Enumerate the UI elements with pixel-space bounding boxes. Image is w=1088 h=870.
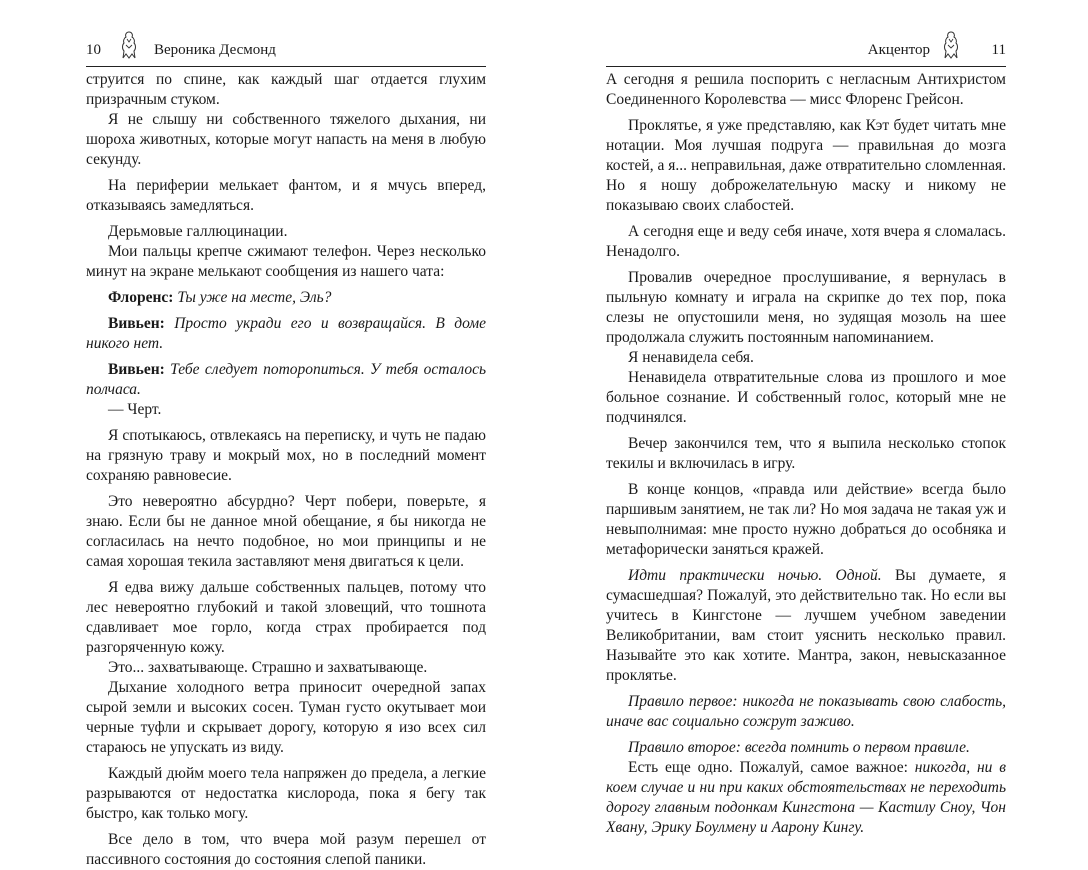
paragraph: На периферии мелькает фантом, и я мчусь вперед, отказываясь замедляться. [86, 177, 486, 214]
chat-speaker: Флоренс: [108, 289, 174, 306]
paragraph: Дыхание холодного ветра приносит очередной запах сырой земли и высоких сосен. Туман густо окутывает мои черные туфли и скрывает дорогу, которую я изо всех сил стараюсь не упускать из виду. [86, 679, 486, 756]
paragraph: Я ненавидела себя. [628, 349, 754, 366]
chat-text: Просто укради его и возвращайся. В доме никого нет. [86, 315, 487, 352]
chat-message [86, 360, 486, 400]
paragraph: Вечер закончился тем, что я выпила несколько стопок текилы и включилась в игру. [606, 435, 1006, 472]
paragraph: — Черт. [108, 401, 162, 418]
paragraph: Ненавидела отвратительные слова из прошлого и мое больное сознание. И собственный голос, который мне не подчинялся. [606, 369, 1006, 426]
bird-emblem-icon [942, 30, 960, 60]
chat-speaker: Вивьен: [108, 361, 165, 378]
running-head: Вероника Десмонд [154, 42, 276, 58]
paragraph [606, 566, 1006, 686]
paragraph: Провалив очередное прослушивание, я вернулась в пыльную комнату и играла на скрипке до тех пор, пока слезы не опустошили меня, но зудящая мозоль на шее продолжала служить постоянным напоминанием. [606, 269, 1006, 346]
page-number: 10 [86, 42, 101, 58]
paragraph: А сегодня я решила поспорить с негласным Антихристом Соединенного Королевства — мисс Флоренс Грейсон. [606, 71, 1006, 108]
paragraph: Я спотыкаюсь, отвлекаясь на переписку, и чуть не падаю на грязную траву и мокрый мох, но в последний момент сохраняю равновесие. [86, 427, 486, 484]
paragraph: Каждый дюйм моего тела напряжен до предела, а легкие разрываются от недостатка кислорода, пока я бегу так быстро, как только могу. [86, 765, 486, 822]
chat-message [86, 288, 486, 308]
chat-message [86, 314, 486, 354]
rule-two [606, 738, 1006, 758]
rule-text: Правило первое: никогда не показывать свою слабость, иначе вас социально сожрут заживо. [606, 693, 1006, 730]
paragraph: струится по спине, как каждый шаг отдается глухим призрачным стуком. [86, 71, 486, 108]
paragraph-text: Вы думаете, я сумасшедшая? Пожалуй, это действительно так. Но если вы учитесь в Кингстоне — лучшем учебном заведении Великобритании, вам стоит уяснить несколько правил. Называйте это как хотите. Мантра, закон, невысказанное проклятье. [606, 567, 1006, 684]
right-page [606, 0, 1006, 836]
italic-phrase: Идти практически ночью. Одной. [628, 567, 882, 584]
paragraph: Проклятье, я уже представляю, как Кэт будет читать мне нотации. Моя лучшая подруга — правильная до мозга костей, а я... неправильная, даже отвратительно сломленная. Но я ношу доброжелательную маску и никому не показываю своих слабостей. [606, 117, 1006, 214]
paragraph: Это... захватывающе. Страшно и захватывающе. [108, 659, 428, 676]
left-page [86, 0, 487, 868]
paragraph: А сегодня еще и веду себя иначе, хотя вчера я сломалась. Ненадолго. [606, 223, 1006, 260]
chat-text: Ты уже на месте, Эль? [177, 289, 332, 306]
paragraph: Дерьмовые галлюцинации. [108, 223, 288, 240]
rule-one [606, 692, 1006, 732]
paragraph: Я едва вижу дальше собственных пальцев, потому что лес невероятно глубокий и такой зловещий, что тошнота сдавливает мое горло, когда страх пробирается под разгоряченную кожу. [86, 579, 486, 656]
paragraph: Мои пальцы крепче сжимают телефон. Через несколько минут на экране мелькают сообщения из нашего чата: [86, 243, 486, 280]
bird-emblem-icon [120, 30, 138, 60]
right-page-body [606, 70, 1006, 838]
paragraph: В конце концов, «правда или действие» всегда было паршивым занятием, не так ли? Но моя задача не такая уж и невыполнимая: мне просто нужно добраться до особняка и метафорически заняться кражей. [606, 481, 1006, 558]
paragraph: Это невероятно абсурдно? Черт побери, поверьте, я знаю. Если бы не данное мной обещание, я бы никогда не согласилась на нечто подобное, но мои принципы и не самая хорошая текила заставляют меня двигаться к цели. [86, 493, 486, 570]
page-number: 11 [991, 42, 1006, 58]
left-page-header [86, 36, 486, 67]
running-head: Акцентор [867, 42, 930, 58]
rule-text: Правило второе: всегда помнить о первом правиле. [628, 739, 970, 756]
paragraph-text: Есть еще одно. Пожалуй, самое важное: [628, 759, 915, 776]
chat-text: Тебе следует поторопиться. У тебя осталось полчаса. [86, 361, 486, 398]
chat-speaker: Вивьен: [108, 315, 165, 332]
paragraph [606, 758, 1006, 838]
right-page-header [606, 36, 1006, 67]
paragraph: Все дело в том, что вчера мой разум перешел от пассивного состояния до состояния слепой паники. [86, 831, 486, 868]
left-page-body [86, 70, 486, 870]
paragraph: Я не слышу ни собственного тяжелого дыхания, ни шороха животных, которые могут напасть на меня в любую секунду. [86, 111, 486, 168]
italic-phrase: никогда, ни в коем случае и ни при каких обстоятельствах не переходить дорогу главным подонкам Кингстона — Кастилу Сноу, Чон Хвану, Эрику Боулмену и Аарону Кингу. [606, 759, 1007, 836]
